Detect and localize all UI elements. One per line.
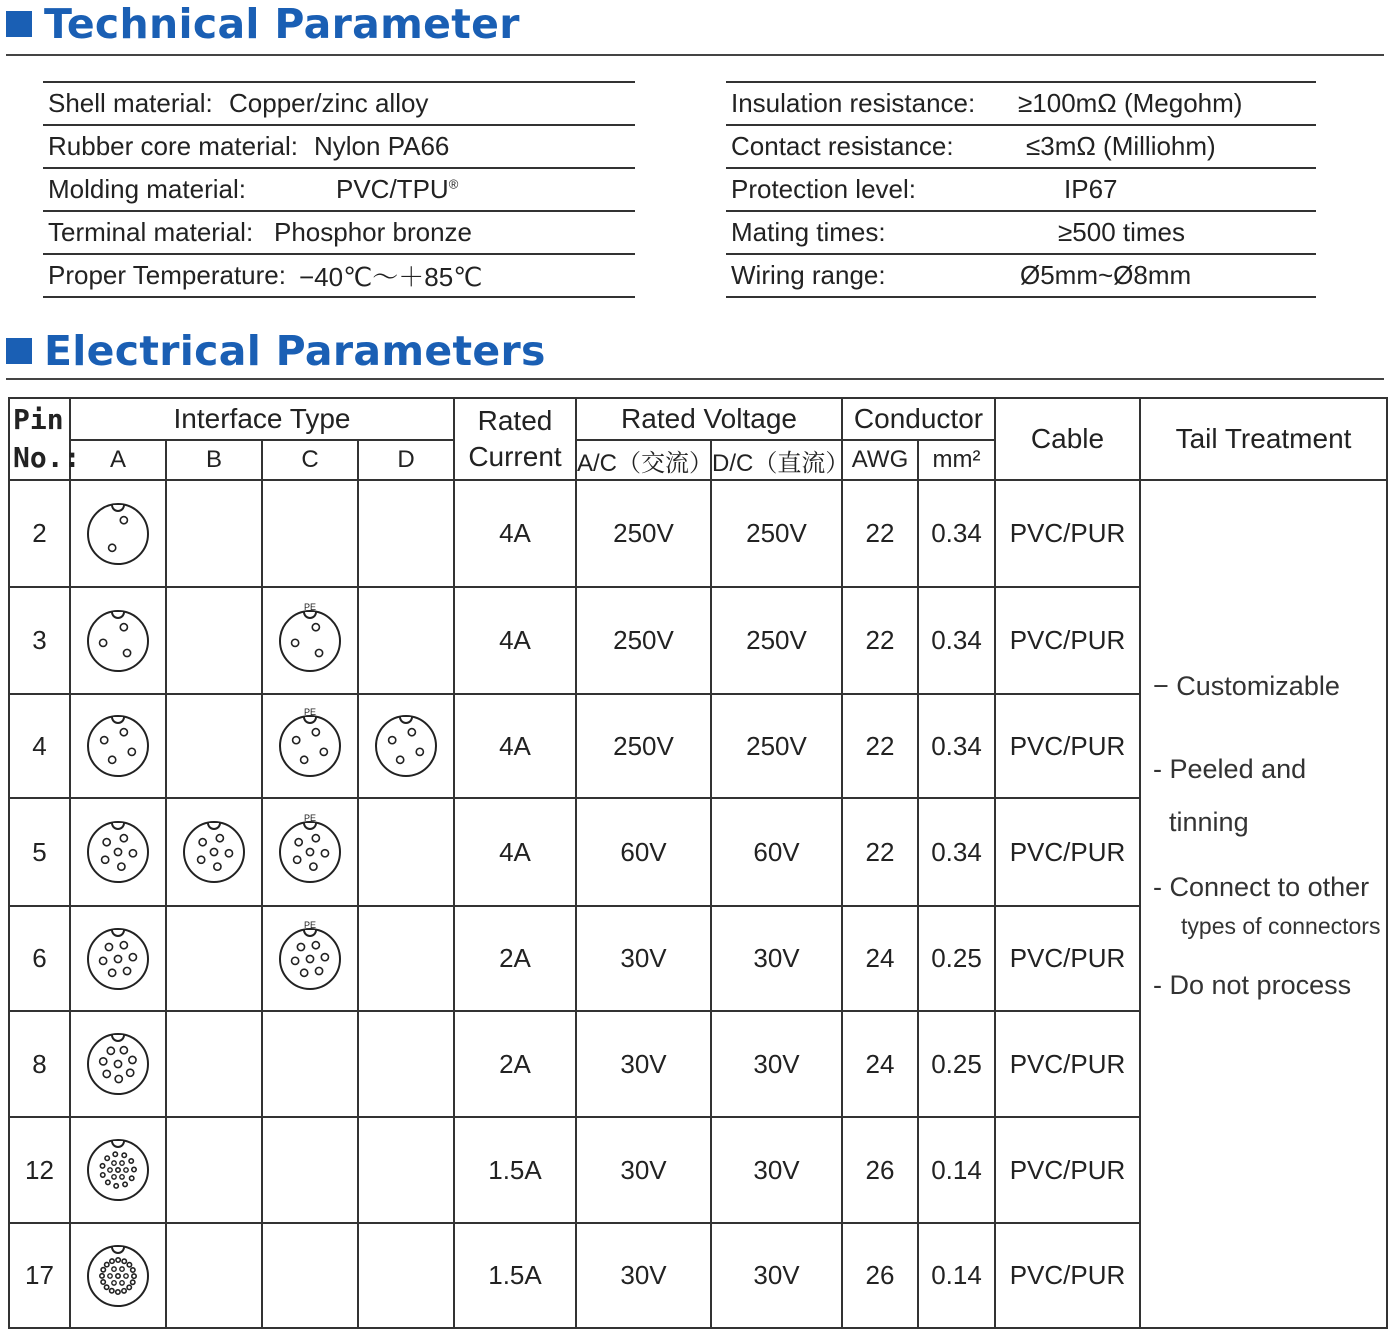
header-tail-treatment: Tail Treatment	[1140, 398, 1387, 480]
awg: 22	[842, 480, 918, 587]
icon-cell-d	[358, 587, 454, 694]
param-value: Ø5mm~Ø8mm	[1020, 260, 1192, 290]
connector-8pin-a-icon	[71, 1025, 165, 1103]
header-rated-line2: Current	[468, 441, 562, 472]
rated-current: 1.5A	[454, 1223, 576, 1328]
header-type-d: D	[358, 440, 454, 480]
icon-cell-c	[262, 798, 358, 906]
bullet-square-icon	[6, 338, 32, 364]
rated-current: 4A	[454, 798, 576, 906]
icon-cell-d	[358, 1117, 454, 1223]
tail-item-connect-line1: - Connect to other	[1153, 872, 1370, 902]
icon-cell-a	[70, 480, 166, 587]
param-row-rubber-core	[43, 124, 635, 167]
mm2: 0.25	[918, 906, 995, 1011]
voltage-dc: 30V	[711, 906, 842, 1011]
icon-cell-d	[358, 906, 454, 1011]
table-row	[9, 480, 1387, 587]
technical-title: Technical Parameter	[44, 0, 520, 48]
icon-cell-a	[70, 1223, 166, 1328]
param-label: Contact resistance:	[731, 131, 954, 161]
connector-12pin-a-icon	[71, 1131, 165, 1209]
rated-current: 1.5A	[454, 1117, 576, 1223]
icon-cell-c	[262, 1117, 358, 1223]
connector-6pin-c-icon	[263, 920, 357, 998]
param-value: −40℃～＋85℃	[299, 262, 483, 292]
param-value: Phosphor bronze	[274, 217, 473, 247]
mm2: 0.34	[918, 587, 995, 694]
pin-count: 5	[9, 798, 70, 906]
mm2: 0.34	[918, 480, 995, 587]
pin-count: 17	[9, 1223, 70, 1328]
connector-3pin-c-icon	[263, 602, 357, 680]
awg: 22	[842, 798, 918, 906]
voltage-ac: 30V	[576, 1223, 711, 1328]
electrical-title: Electrical Parameters	[44, 327, 546, 375]
param-row-terminal	[43, 210, 635, 253]
mm2: 0.14	[918, 1117, 995, 1223]
pin-count: 3	[9, 587, 70, 694]
icon-cell-b	[166, 694, 262, 798]
param-row-molding	[43, 167, 635, 210]
icon-cell-b	[166, 587, 262, 694]
pin-count: 2	[9, 480, 70, 587]
icon-cell-b	[166, 1011, 262, 1117]
param-row-mating	[726, 210, 1316, 253]
icon-cell-c	[262, 1011, 358, 1117]
connector-4pin-d-icon	[359, 707, 453, 785]
param-label: Terminal material:	[48, 217, 254, 247]
technical-left-list	[43, 81, 635, 298]
header-type-a: A	[70, 440, 166, 480]
tail-item-peeled-line2: tinning	[1169, 807, 1249, 837]
pin-count: 6	[9, 906, 70, 1011]
param-row-shell	[43, 81, 635, 124]
icon-cell-b	[166, 906, 262, 1011]
divider	[6, 378, 1384, 380]
cable: PVC/PUR	[995, 587, 1140, 694]
header-dc: D/C（直流）	[711, 440, 842, 480]
technical-right-list	[726, 81, 1316, 298]
header-rated-current	[454, 398, 576, 480]
header-rated-voltage: Rated Voltage	[576, 398, 842, 440]
voltage-ac: 250V	[576, 694, 711, 798]
icon-cell-a	[70, 587, 166, 694]
icon-cell-d	[358, 1223, 454, 1328]
voltage-ac: 30V	[576, 906, 711, 1011]
mm2: 0.34	[918, 694, 995, 798]
divider	[6, 54, 1384, 56]
electrical-table	[8, 397, 1388, 1329]
icon-cell-a	[70, 1011, 166, 1117]
header-type-c: C	[262, 440, 358, 480]
mm2: 0.25	[918, 1011, 995, 1117]
header-conductor: Conductor	[842, 398, 995, 440]
param-value: Copper/zinc alloy	[229, 88, 429, 118]
cable: PVC/PUR	[995, 1011, 1140, 1117]
tail-item-no-process: - Do not process	[1153, 970, 1352, 1000]
header-type-b: B	[166, 440, 262, 480]
icon-cell-c	[262, 1223, 358, 1328]
cable: PVC/PUR	[995, 798, 1140, 906]
awg: 24	[842, 1011, 918, 1117]
voltage-dc: 30V	[711, 1117, 842, 1223]
icon-cell-c	[262, 906, 358, 1011]
connector-5pin-c-icon	[263, 813, 357, 891]
tail-item-connect	[1153, 872, 1386, 940]
voltage-dc: 30V	[711, 1223, 842, 1328]
pin-count: 8	[9, 1011, 70, 1117]
connector-4pin-c-icon	[263, 707, 357, 785]
rated-current: 4A	[454, 480, 576, 587]
cable: PVC/PUR	[995, 694, 1140, 798]
header-pin-line2: No.:	[13, 441, 81, 474]
icon-cell-d	[358, 480, 454, 587]
voltage-ac: 30V	[576, 1011, 711, 1117]
tail-item-customizable: − Customizable	[1153, 671, 1340, 701]
voltage-ac: 250V	[576, 587, 711, 694]
param-row-insulation	[726, 81, 1316, 124]
icon-cell-a	[70, 906, 166, 1011]
rated-current: 2A	[454, 1011, 576, 1117]
svg-text:PE: PE	[303, 707, 317, 717]
param-label: Protection level:	[731, 174, 916, 204]
header-awg: AWG	[842, 440, 918, 480]
param-label: Proper Temperature:	[48, 260, 286, 290]
cable: PVC/PUR	[995, 480, 1140, 587]
technical-header	[6, 0, 520, 48]
svg-text:PE: PE	[303, 919, 317, 930]
registered-mark: ®	[448, 176, 459, 192]
icon-cell-c	[262, 694, 358, 798]
header-mm2: mm²	[918, 440, 995, 480]
header-ac: A/C（交流）	[576, 440, 711, 480]
rated-current: 2A	[454, 906, 576, 1011]
icon-cell-d	[358, 694, 454, 798]
param-row-contact	[726, 124, 1316, 167]
param-value: ≥500 times	[1058, 217, 1185, 247]
icon-cell-b	[166, 480, 262, 587]
cable: PVC/PUR	[995, 1223, 1140, 1328]
param-value: ≤3mΩ (Milliohm)	[1026, 131, 1216, 161]
voltage-dc: 30V	[711, 1011, 842, 1117]
awg: 24	[842, 906, 918, 1011]
awg: 22	[842, 587, 918, 694]
rated-current: 4A	[454, 587, 576, 694]
param-value: ≥100mΩ (Megohm)	[1018, 88, 1243, 118]
rated-current: 4A	[454, 694, 576, 798]
icon-cell-d	[358, 1011, 454, 1117]
connector-6pin-a-icon	[71, 920, 165, 998]
voltage-dc: 250V	[711, 587, 842, 694]
voltage-ac: 60V	[576, 798, 711, 906]
header-rated-line1: Rated	[477, 405, 553, 436]
header-pin	[9, 398, 81, 480]
icon-cell-b	[166, 798, 262, 906]
param-value	[336, 174, 458, 205]
icon-cell-a	[70, 798, 166, 906]
connector-5pin-b-icon	[167, 813, 261, 891]
svg-text:PE: PE	[303, 601, 317, 612]
cable: PVC/PUR	[995, 906, 1140, 1011]
connector-4pin-a-icon	[71, 707, 165, 785]
icon-cell-b	[166, 1117, 262, 1223]
tail-item-connect-line2: types of connectors	[1181, 913, 1381, 939]
param-value: IP67	[1064, 174, 1118, 204]
connector-2pin-a-icon	[71, 495, 165, 573]
awg: 26	[842, 1117, 918, 1223]
cable: PVC/PUR	[995, 1117, 1140, 1223]
header-interface-type: Interface Type	[70, 398, 454, 440]
connector-3pin-a-icon	[71, 602, 165, 680]
pin-count: 12	[9, 1117, 70, 1223]
icon-cell-a	[70, 1117, 166, 1223]
param-label: Rubber core material:	[48, 131, 298, 161]
header-cable: Cable	[995, 398, 1140, 480]
icon-cell-a	[70, 694, 166, 798]
awg: 22	[842, 694, 918, 798]
voltage-ac: 250V	[576, 480, 711, 587]
electrical-header	[6, 327, 546, 375]
tail-item-peeled	[1153, 754, 1386, 838]
header-pin-line1: Pin	[13, 403, 64, 436]
molding-value-text: PVC/TPU	[336, 174, 449, 204]
tail-treatment-cell	[1140, 480, 1387, 1328]
param-row-wiring	[726, 253, 1316, 298]
param-label: Shell material:	[48, 88, 213, 118]
param-label: Wiring range:	[731, 260, 886, 290]
voltage-dc: 60V	[711, 798, 842, 906]
icon-cell-b	[166, 1223, 262, 1328]
mm2: 0.34	[918, 798, 995, 906]
param-label: Molding material:	[48, 174, 246, 204]
connector-5pin-a-icon	[71, 813, 165, 891]
icon-cell-c	[262, 480, 358, 587]
param-label: Mating times:	[731, 217, 886, 247]
tail-item-peeled-line1: - Peeled and	[1153, 754, 1307, 784]
voltage-dc: 250V	[711, 694, 842, 798]
connector-17pin-a-icon	[71, 1237, 165, 1315]
mm2: 0.14	[918, 1223, 995, 1328]
awg: 26	[842, 1223, 918, 1328]
voltage-dc: 250V	[711, 480, 842, 587]
voltage-ac: 30V	[576, 1117, 711, 1223]
pin-count: 4	[9, 694, 70, 798]
param-label: Insulation resistance:	[731, 88, 976, 118]
param-row-temperature	[43, 253, 635, 298]
svg-text:PE: PE	[303, 813, 317, 823]
param-row-protection	[726, 167, 1316, 210]
bullet-square-icon	[6, 11, 32, 37]
icon-cell-c	[262, 587, 358, 694]
param-value: Nylon PA66	[314, 131, 450, 161]
icon-cell-d	[358, 798, 454, 906]
